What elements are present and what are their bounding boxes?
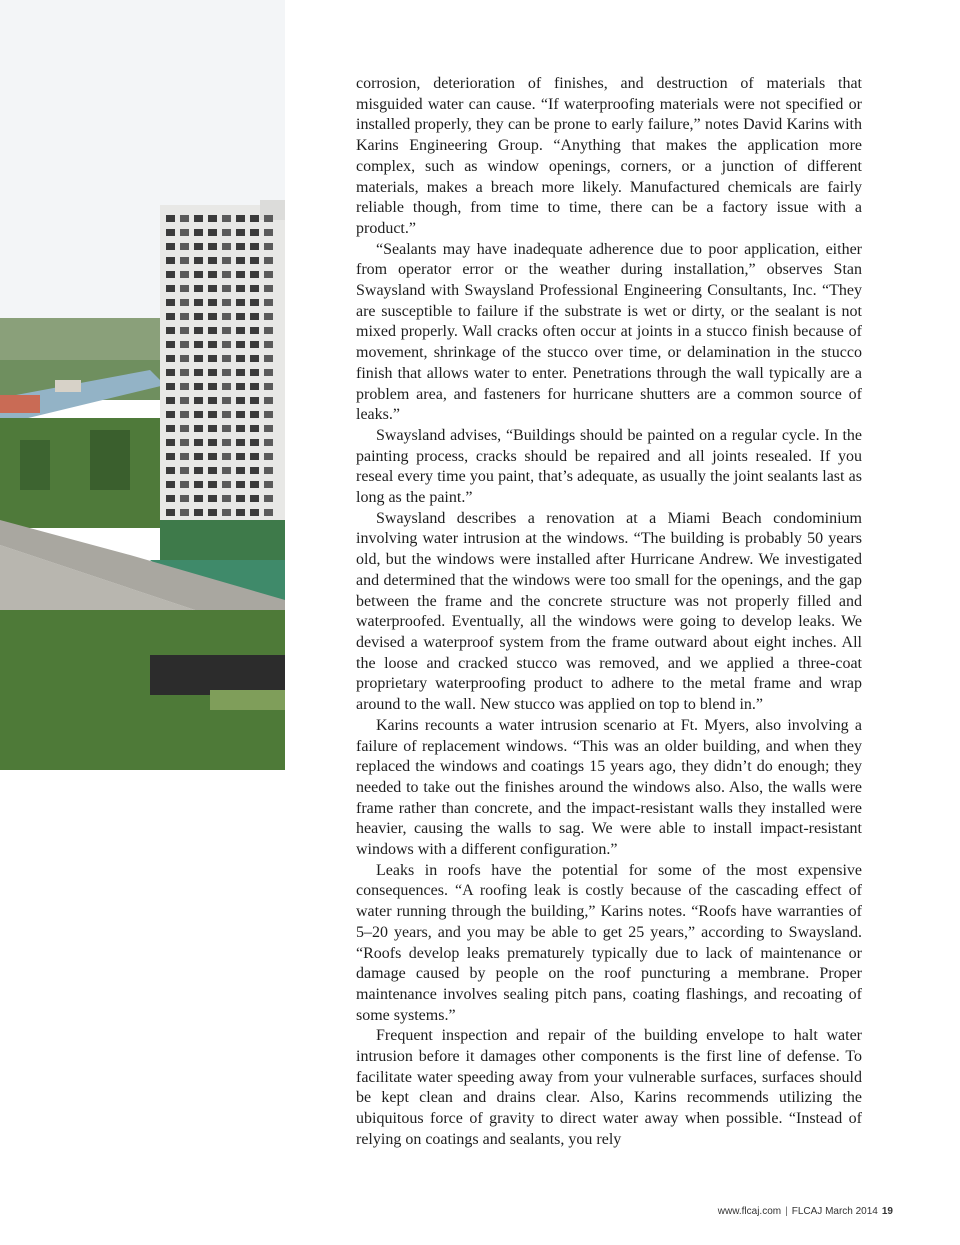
- footer-separator: |: [785, 1206, 788, 1217]
- red-roof: [0, 395, 40, 413]
- paragraph-3: Swaysland advises, “Buildings should be painted on a regular cycle. In the painting process, cracks should be repaired and all joints resealed. If you reseal every time you paint, that’s adequate, as usually the joint sealants last as long as the paint.”: [356, 426, 862, 507]
- footer-issue: March 2014: [825, 1206, 878, 1217]
- article-photo: [0, 0, 285, 770]
- condo-tower-image: [0, 0, 285, 770]
- paragraph-5: Karins recounts a water intrusion scenario at Ft. Myers, also involving a failure of replacement windows. “This was an older building, and when they replaced the windows and coatings 15 years ago, they didn’t do enough; they needed to take out the finishes around the windows also. Also, the walls were frame rather than concrete, and the impact-resistant walls they installed were heavier, causing the walls to sag. We were able to install impact-resistant windows with a different configuration.”: [356, 716, 862, 859]
- footer-url: www.flcaj.com: [717, 1206, 782, 1217]
- footer-publication: FLCAJ: [791, 1206, 823, 1217]
- paragraph-2: “Sealants may have inadequate adherence due to poor application, either from operator error or the weather during installation,” observes Stan Swaysland with Swaysland Professional Engineering Consultants, Inc. “They are susceptible to failure if the substrate is wet or dirty, or the sealant is not mixed properly. Wall cracks often occur at joints in a stucco finish because of movement, shrinkage of the stucco over time, or delamination in the stucco finish that allows water to enter. Penetrations through the wall typically are a problem area, and fasteners for hurricane shutters are a common source of leaks.”: [356, 240, 862, 424]
- article-body: [356, 74, 862, 1151]
- paragraph-6: Leaks in roofs have the potential for some of the most expensive consequences. “A roofing leak is costly because of the cascading effect of water running through the building,” Karins notes. “Roofs have warranties of 5–20 years, and you may be able to get 25 years,” according to Swaysland. “Roofs develop leaks prematurely typically due to lack of maintenance or damage caused by people on the roof puncturing a membrane. Proper maintenance involves sealing pitch pans, coating flashings, and recoating of some systems.”: [356, 861, 862, 1024]
- paragraph-4: Swaysland describes a renovation at a Miami Beach condominium involving water intrusion at the windows. “The building is probably 50 years old, but the windows were installed after Hurricane Andrew. We investigated and determined that the windows were too small for the openings, and the gap between the frame and the concrete structure was not properly filled and waterproofed. Eventually, all the windows were going to develop leaks. We devised a waterproof system from the frame outward about eight inches. All the loose and cracked stucco was removed, and we applied a three-coat proprietary waterproofing product to adhere to the metal frame and wrap around to the wall. New stucco was applied on top to blend in.”: [356, 509, 862, 714]
- paragraph-7: Frequent inspection and repair of the building envelope to halt water intrusion before it damages other components is the first line of defense. To facilitate water speeding away from your vulnerable surfaces, surfaces should be kept clean and drains clear. Also, Karins recommends utilizing the ubiquitous force of gravity to direct water away when possible. “Instead of relying on coatings and sealants, you rely: [356, 1027, 862, 1148]
- page-number: 19: [881, 1206, 893, 1217]
- carport: [150, 655, 285, 695]
- paragraph-1: corrosion, deterioration of finishes, and destruction of materials that misguided water can cause. “If waterproofing materials were not specified or installed properly, they can be prone to early failure,” notes David Karins with Karins Engineering Group. “Anything that makes the application more complex, such as window openings, corners, or a junction of different materials, makes a breach more likely. Manufactured chemicals are fairly reliable though, from time to time, there can be a factory issue with a product.”: [356, 75, 862, 237]
- page-footer: [718, 1206, 893, 1217]
